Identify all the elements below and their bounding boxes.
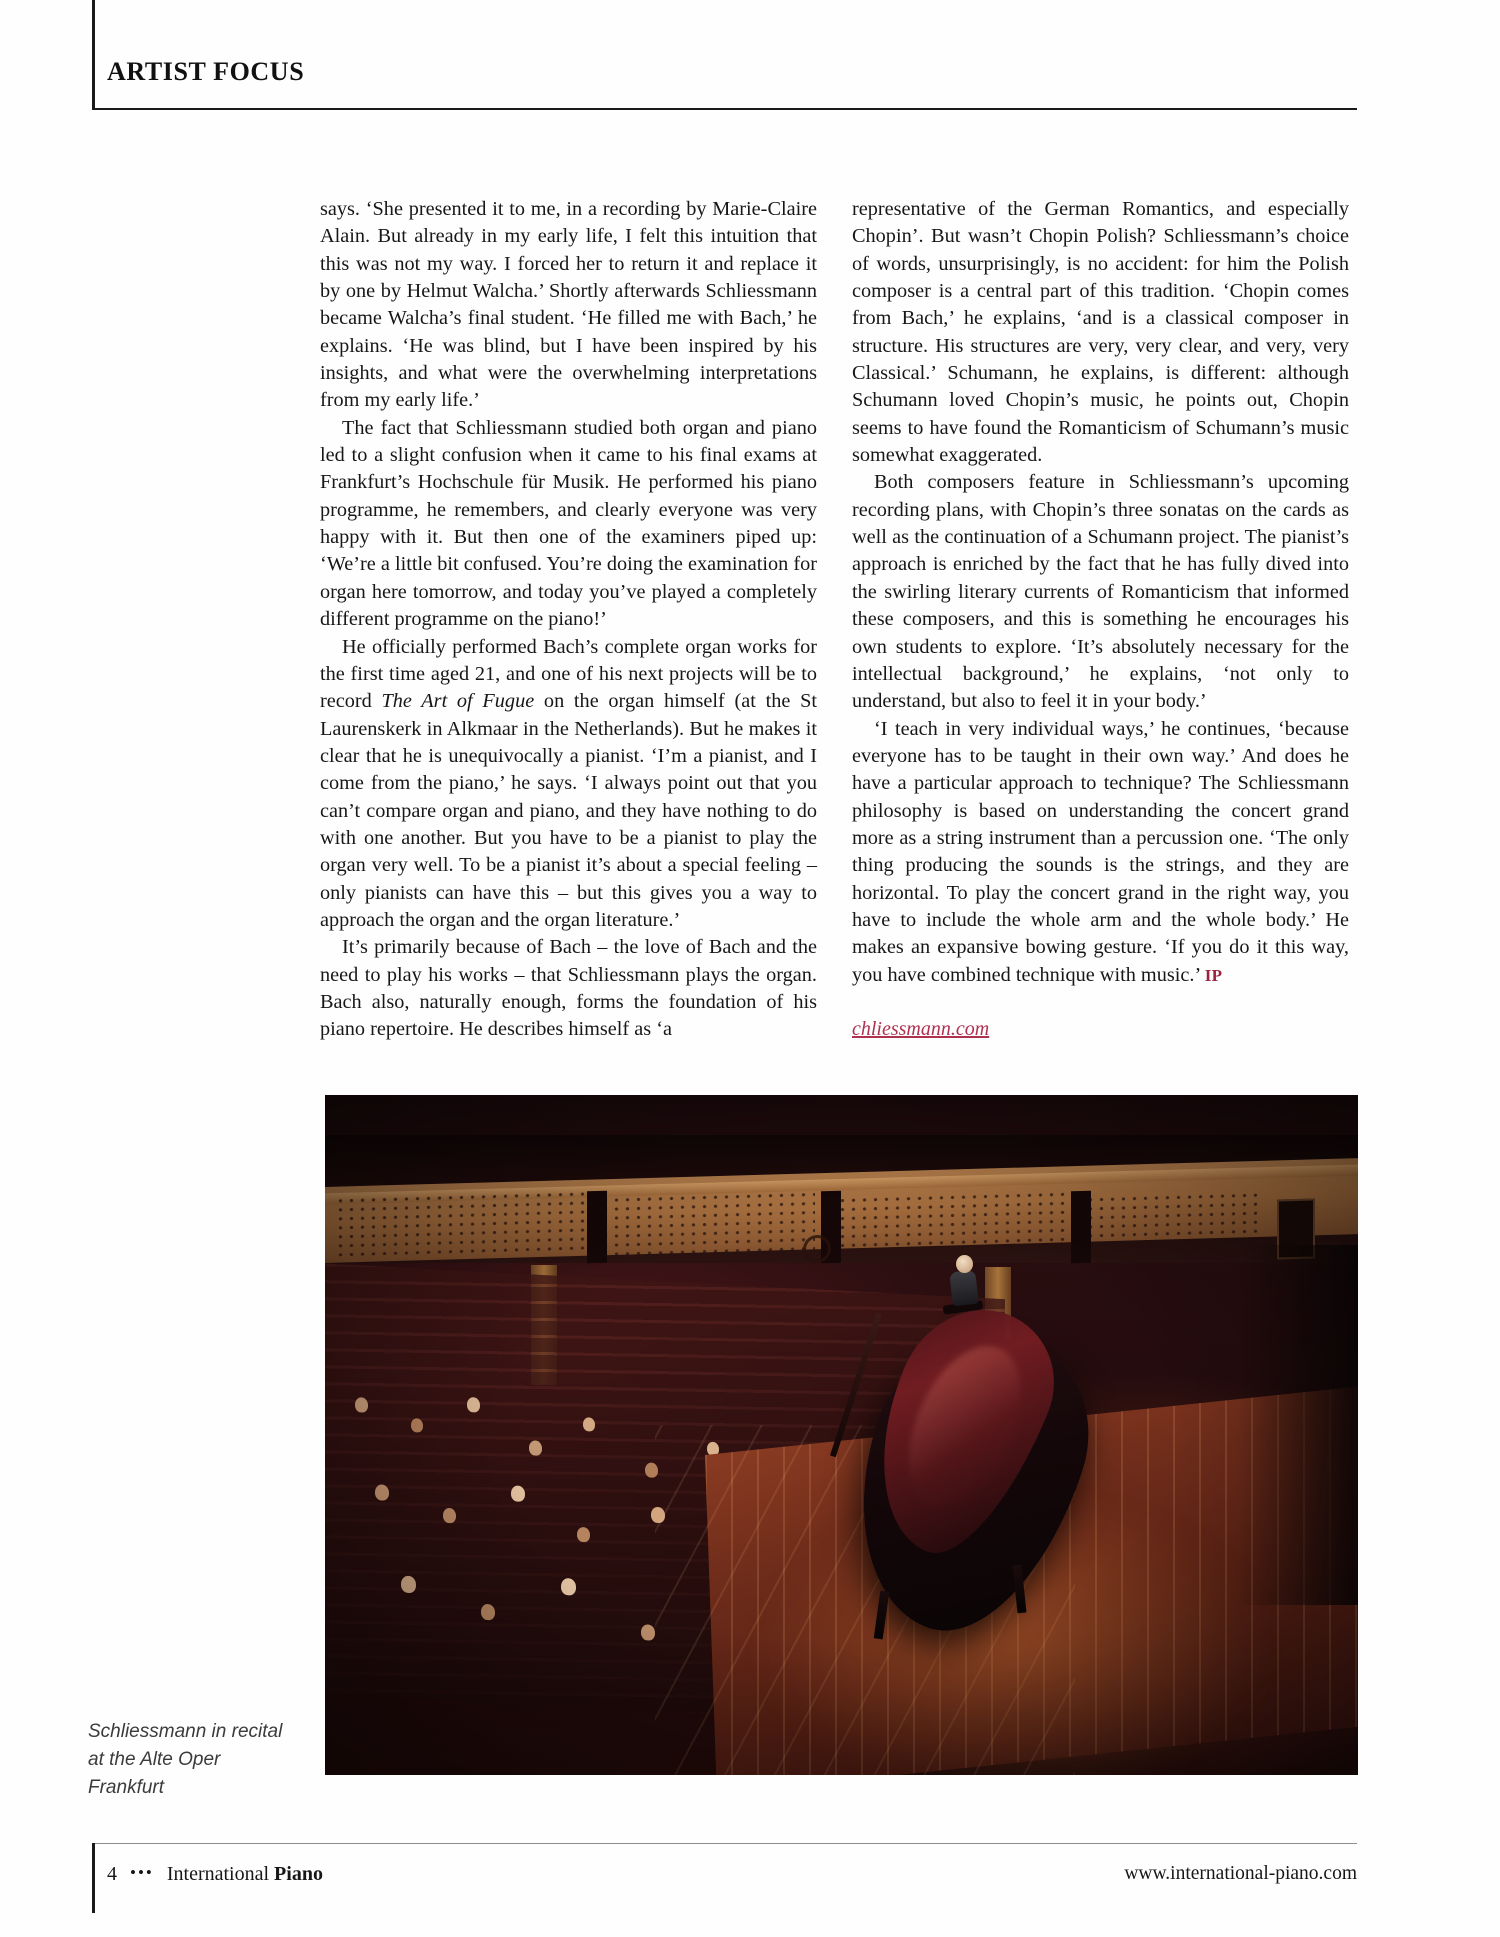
page-section-title: ARTIST FOCUS [107, 57, 305, 86]
paragraph-left-2: The fact that Schliessmann studied both organ and piano led to a slight confusion when it came to his final exams at Frankfurt’s Hochschule für Musik. He performed his piano programme, he remembers, and clearly everyone was very happy with it. But then one of the examiners piped up: ‘We’re a little bit confused. You’re doing the examination for organ here tomorrow, and today you’ve played a completely different programme on the piano!’ [320, 416, 817, 631]
footer-vertical-rule [92, 1843, 95, 1913]
website-link[interactable]: chliessmann.com [852, 1017, 990, 1040]
audience-member [411, 1418, 423, 1433]
footer-brand-regular: International [166, 1863, 275, 1885]
balcony-band [325, 1135, 1358, 1263]
footer-website: www.international-piano.com [1124, 1863, 1357, 1884]
paragraph-right-2: Both composers feature in Schliessmann’s upcoming recording plans, with Chopin’s three sonatas on the cards as well as the continuation of a Schumann project. The pianist’s approach is enriched by the fact that he has fully dived into the swirling literary currents of Romanticism that informed these composers, and this is something he encourages his own students to explore. ‘It’s absolutely necessary for the intellectual background,’ he explains, ‘not only to understand, but also to feel it in your body.’ [852, 471, 1349, 713]
balcony-grille-panel [837, 1190, 1067, 1256]
header-vertical-rule [92, 0, 95, 110]
audience-member [529, 1440, 542, 1456]
balcony-grille-panel [335, 1190, 585, 1257]
photo-canvas [325, 1095, 1358, 1775]
paragraph-right-1: representative of the German Romantics, and especially Chopin’. But wasn’t Chopin Polish? Schliessmann’s choice of words, unsurprisingly, is no accident: for him the Polish composer is a central part of this tradition. ‘Chopin comes from Bach,’ he explains, ‘and is a classical composer in structure. His structures are very, very clear, and very, very Classical.’ Schumann, he explains, is different: although Schumann loved Chopin’s music, he points out, Chopin seems to have found the Romanticism of Schumann’s music somewhat exaggerated. [852, 198, 1349, 467]
footer-horizontal-rule [92, 1843, 1357, 1844]
paragraph-left-1: says. ‘She presented it to me, in a recording by Marie-Claire Alain. But already in my early life, I felt this intuition that this was not my way. I forced her to return it and replace it by one by Helmut Walcha.’ Shortly afterwards Schliessmann became Walcha’s final student. ‘He filled me with Bach,’ he explains. ‘He was blind, but I have been inspired by his insights, and what were the overwhelming interpretations from my early life.’ [320, 198, 817, 412]
work-title-art-of-fugue: The Art of Fugue [381, 690, 535, 713]
footer-brand-bold: Piano [274, 1863, 323, 1885]
pianist-figure [949, 1270, 978, 1307]
paragraph-right-3-text: ‘I teach in very individual ways,’ he continues, ‘because everyone has to be taught in their own way.’ And does he have a particular approach to technique? The Schliessmann philosophy is based on understanding the concert grand more as a string instrument than a percussion one. ‘The only thing producing the sounds is the strings, and they are horizontal. To play the concert grand in the right way, you have to include the whole arm and the whole body.’ He makes an expansive bowing gesture. ‘If you do it this way, you have combined technique with music.’ [852, 717, 1349, 986]
audience-member [355, 1397, 368, 1413]
audience-member [583, 1417, 595, 1432]
audience-member [375, 1484, 389, 1501]
audience-member [561, 1578, 576, 1596]
footer-brand [167, 1863, 323, 1886]
concert-hall-photograph [325, 1095, 1358, 1775]
balcony-divider [587, 1191, 607, 1264]
body-column-left [320, 196, 817, 1044]
pianist-head [956, 1255, 973, 1273]
audience-member [577, 1527, 590, 1543]
header-horizontal-rule [92, 108, 1357, 110]
page-number: 4 [107, 1863, 117, 1885]
body-column-right [852, 196, 1349, 1043]
paragraph-left-3-part1: He officially performed Bach’s complete organ works for the first time aged 21, and one of his next projects will be to record [320, 635, 817, 713]
paragraph-left-3 [320, 634, 817, 935]
balcony-divider [1071, 1191, 1091, 1264]
audience-member [481, 1604, 495, 1621]
paragraph-left-4: It’s primarily because of Bach – the love of Bach and the need to play his works – that Schliessmann plays the organ. Bach also, naturally enough, forms the foundation of his piano repertoire. He describes himself as ‘a [320, 936, 817, 1041]
audience-member [641, 1624, 655, 1641]
footer-dots-icon: ••• [130, 1863, 154, 1882]
footer-left-group [107, 1863, 323, 1886]
photo-caption: Schliessmann in recital at the Alte Oper Frankfurt [88, 1721, 283, 1798]
audience-member [511, 1485, 525, 1502]
paragraph-right-3 [852, 716, 1349, 989]
audience-member [401, 1576, 416, 1594]
balcony-grille-panel [600, 1190, 815, 1256]
audience-member [467, 1397, 480, 1413]
audience-member [443, 1508, 456, 1524]
end-mark-ip: IP [1204, 965, 1223, 985]
stage-wing-shadow [1238, 1245, 1358, 1605]
paragraph-left-3-part2: on the organ himself (at the St Laurenskerk in Alkmaar in the Netherlands). But he makes it clear that he is unequivocally a pianist. ‘I’m a pianist, and I come from the piano,’ he says. ‘I always point out that you can’t compare organ and piano, and they have nothing to do with one another. But you have to be a pianist to play the organ very well. To be a pianist it’s about a special feeling – only pianists can have this – but this gives you a way to approach the organ and the organ literature.’ [320, 690, 817, 931]
